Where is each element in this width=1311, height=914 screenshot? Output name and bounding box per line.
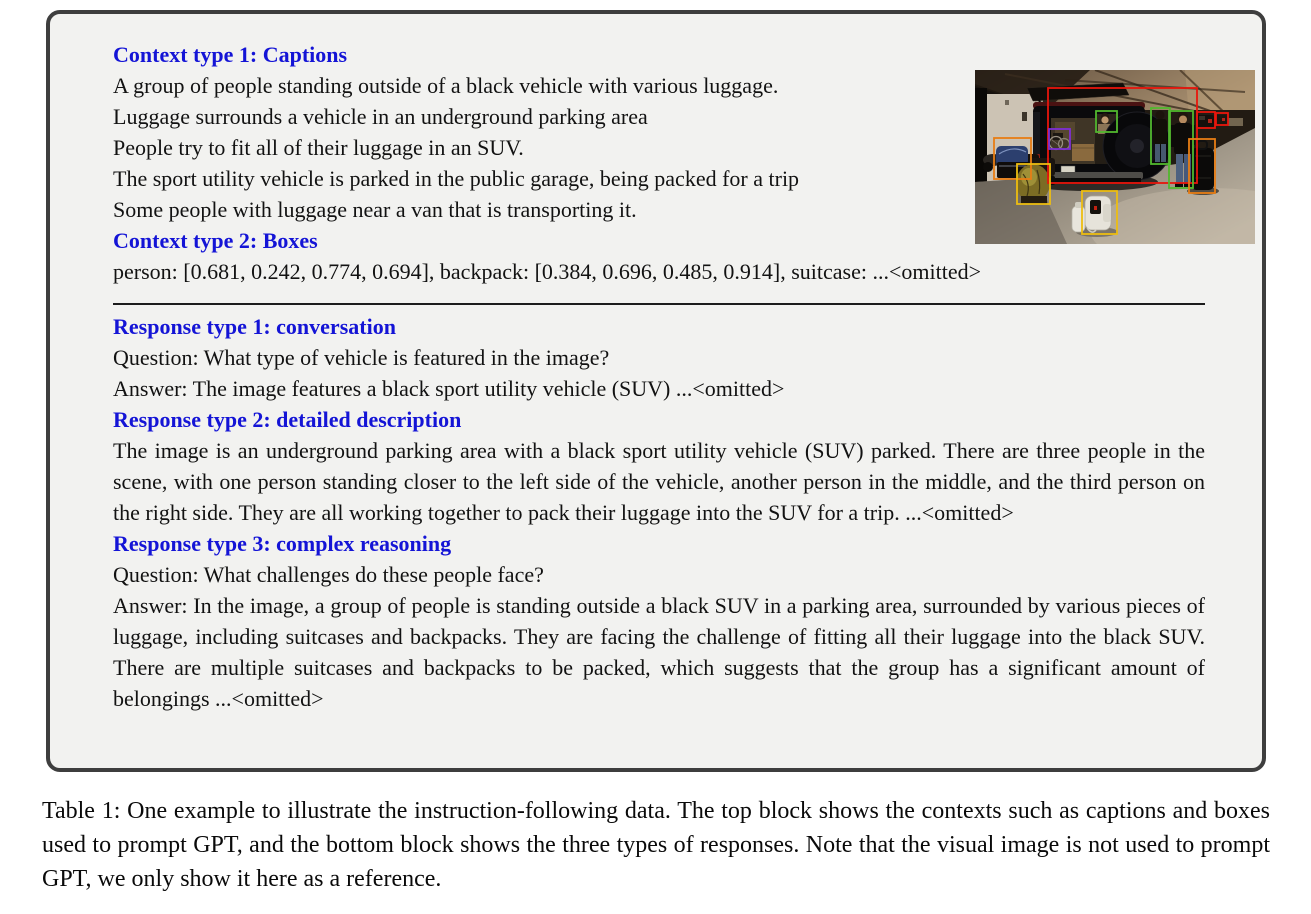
response3-heading: Response type 3: complex reasoning (113, 531, 452, 556)
caption-line-5: Some people with luggage near a van that is transporting it. (113, 197, 637, 222)
response1-heading: Response type 1: conversation (113, 314, 396, 339)
block-divider (113, 303, 1205, 305)
context1-heading: Context type 1: Captions (113, 42, 348, 67)
example-box (46, 10, 1266, 772)
response3-question: Question: What challenges do these people face? (113, 562, 544, 587)
boxes-line: person: [0.681, 0.242, 0.774, 0.694], backpack: [0.384, 0.696, 0.485, 0.914], suitcase: ...<omitted> (113, 259, 982, 284)
garage-scene-svg (975, 70, 1255, 244)
jacket (1016, 164, 1050, 204)
response1-answer: Answer: The image features a black sport utility vehicle (SUV) ...<omitted> (113, 376, 785, 401)
table-caption: Table 1: One example to illustrate the instruction-following data. The top block shows the contexts such as captions and boxes used to prompt GPT, and the bottom block shows the three types of responses. Note that the visual image is not used to prompt GPT, we only show it here as a reference. (42, 798, 1270, 892)
caption-line-2: Luggage surrounds a vehicle in an underground parking area (113, 104, 648, 129)
caption-line-1: A group of people standing outside of a black vehicle with various luggage. (113, 73, 779, 98)
response-block (113, 311, 1205, 714)
reference-photo (975, 70, 1255, 244)
response2-heading: Response type 2: detailed description (113, 407, 462, 432)
response1-question: Question: What type of vehicle is featured in the image? (113, 345, 610, 370)
white-backpack (1072, 196, 1118, 237)
context2-heading: Context type 2: Boxes (113, 228, 318, 253)
response3-answer: Answer: In the image, a group of people is standing outside a black SUV in a parking area, surrounded by various pieces of luggage, including suitcases and backpacks. They are facing the challenge of fitting all their luggage into the black SUV. There are multiple suitcases and backpacks to be packed, which suggests that the group has a significant amount of belongings ...<omitted> (113, 593, 1205, 711)
caption-line-4: The sport utility vehicle is parked in the public garage, being packed for a trip (113, 166, 800, 191)
response2-paragraph: The image is an underground parking area with a black sport utility vehicle (SUV) parked. There are three people in the scene, with one person standing closer to the left side of the vehicle, another person in the middle, and the third person on the right side. They are all working together to pack their luggage into the SUV for a trip. ...<omitted> (113, 438, 1205, 525)
caption-line-3: People try to fit all of their luggage in an SUV. (113, 135, 524, 160)
